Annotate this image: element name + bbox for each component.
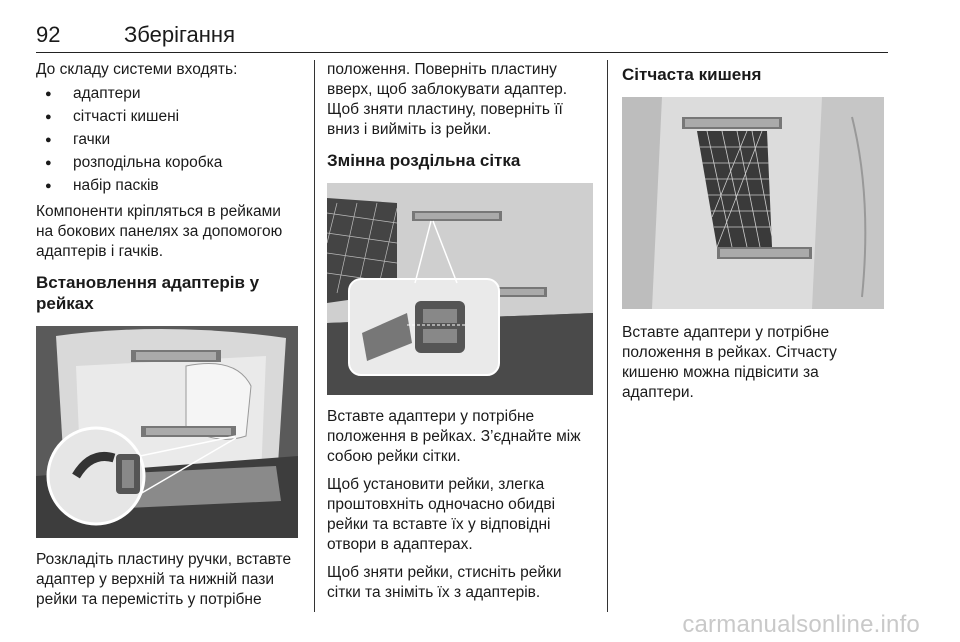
column-divider xyxy=(314,60,315,612)
components-list xyxy=(36,84,298,198)
intro-text: До складу системи входять: xyxy=(36,61,238,78)
list-item: ● сітчасті кишені xyxy=(36,107,298,129)
figure-adapter-install xyxy=(36,326,298,538)
list-item: ● адаптери xyxy=(36,84,298,106)
net-pocket-paragraph: Вставте адаптери у потрібне положення в рейках. Сітчасту кишеню можна підвісити за адаптери. xyxy=(622,324,837,401)
net-paragraph-2: Щоб установити рейки, злегка проштовхніть одночасно обидві рейки та вставте їх у відповідні отвори в адаптерах. xyxy=(327,476,556,553)
figure-net-pocket xyxy=(622,97,884,309)
figure-divider-net xyxy=(327,183,593,395)
watermark-text: carmanualsonline.info xyxy=(682,611,920,638)
net-paragraph-1: Вставте адаптери у потрібне положення в рейках. З’єднайте між собою рейки сітки. xyxy=(327,408,581,465)
net-illustration xyxy=(327,183,593,395)
page-number: 92 xyxy=(36,22,61,47)
column-middle xyxy=(327,60,595,607)
page-title: Зберігання xyxy=(124,22,235,47)
section-heading-adapters: Встановлення адаптерів у рейках xyxy=(36,273,260,313)
trunk-illustration xyxy=(36,326,298,538)
list-item: ● розподільна коробка xyxy=(36,153,298,175)
section-heading-divider-net: Змінна роздільна сітка xyxy=(327,151,521,170)
net-pocket-illustration xyxy=(622,97,884,309)
page-header xyxy=(36,14,888,53)
section-heading-net-pocket: Сітчаста кишеня xyxy=(622,65,762,84)
list-item: ● гачки xyxy=(36,130,298,152)
column-left xyxy=(36,60,298,614)
list-item: ● набір пасків xyxy=(36,176,298,198)
net-paragraph-3: Щоб зняти рейки, стисніть рейки сітки та зніміть їх з адаптерів. xyxy=(327,564,562,601)
continued-paragraph: положення. Поверніть пластину вверх, щоб заблокувати адаптер. Щоб зняти пластину, поверніть її вниз і вийміть із рейки. xyxy=(327,61,568,138)
adapter-caption: Розкладіть пластину ручки, вставте адаптер у верхній та нижній пази рейки та перемістіть у потрібне xyxy=(36,551,292,608)
column-divider xyxy=(607,60,608,612)
column-right xyxy=(622,60,888,407)
components-paragraph: Компоненти кріпляться в рейками на бокових панелях за допомогою адаптерів і гачків. xyxy=(36,203,283,260)
